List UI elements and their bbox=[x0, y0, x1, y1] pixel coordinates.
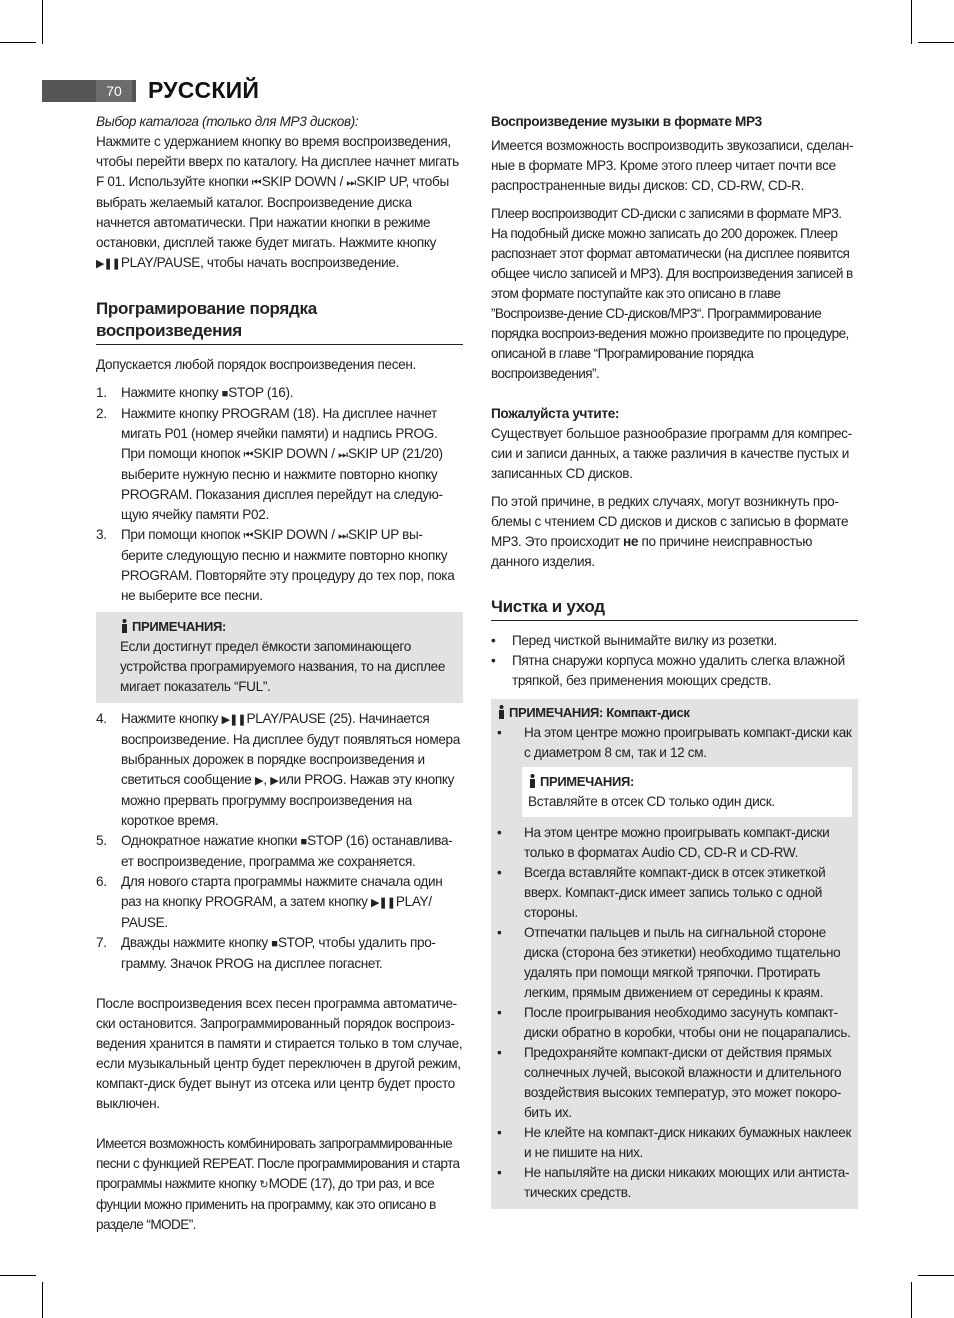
list-item: 3. При помощи кнопок ⏮SKIP DOWN / ⏭SKIP UP вы-берите следующую песню и нажмите повторно кнопку PROGRAM. Повторяйте эту процедуру до тех пор, пока не выберите все песни. bbox=[96, 527, 455, 603]
stop-icon: ■ bbox=[271, 938, 277, 950]
cd-note-box bbox=[491, 699, 858, 1209]
list-item: • Отпечатки пальцев и пыль на сигнальной стороне диска (сторона без этикетки) необходимо тщательно удалять при помощи мягкой тряпочки. Протирать легким, прямым движением от середины к краям. bbox=[497, 923, 852, 1003]
program-intro: Допускается любой порядок воспроизведения песен. bbox=[96, 357, 416, 372]
skip-back-icon: ⏮ bbox=[243, 530, 253, 542]
cd-note-list bbox=[497, 723, 852, 763]
care-heading: Чистка и уход bbox=[491, 596, 858, 621]
attention-paragraph: Существует большое разнообразие программ для компрес-сии и записи данных, а также различия в качестве пустых и записанных CD дисков. bbox=[491, 426, 852, 481]
list-item: • Всегда вставляйте компакт-диск в отсек этикеткой вверх. Компакт-диск имеет запись только с одной стороны. bbox=[497, 863, 852, 923]
info-icon bbox=[120, 619, 129, 633]
page-number: 70 bbox=[96, 80, 132, 102]
list-item: • На этом центре можно проигрывать компакт-диски как с диаметром 8 см, так и 12 см. bbox=[497, 723, 852, 763]
list-item: • Пятна снаружи корпуса можно удалить слегка влажной тряпкой, без применения моющих средств. bbox=[491, 651, 858, 691]
list-item: • Не напыляйте на диски никаких моющих или антиста-тических средств. bbox=[497, 1163, 852, 1203]
list-item: • Перед чисткой вынимайте вилку из розетки. bbox=[491, 631, 858, 651]
stop-icon: ■ bbox=[221, 388, 228, 400]
play-pause-icon: ▶❚❚ bbox=[371, 897, 395, 909]
inner-note-box bbox=[522, 767, 852, 817]
crop-mark bbox=[42, 1282, 43, 1318]
after-program-text: После воспроизведения всех песен программа автоматиче-ски остановится. Запрограммированный порядок воспроиз-ведения хранится в памяти и стирается только в том случае, если музыкальный центр будет переключен в другой режим, компакт-диск будет вынут из отсека или центр будет просто выключен. bbox=[96, 996, 463, 1111]
mp3-paragraph: Плеер воспроизводит CD-диски с записями в формате MP3. На подобный диске можно записать до 200 дорожек. Плеер распознает этот формат автоматически (на дисплее появится общее число записей и MP3). Для воспроизведения записей в этом формате поступайте как это описано в главе ”Воспроизве-дение CD-дисков/MP3“. Программирование порядка воспроиз-ведения можно произведите по процедуре, описаной в главе “Програмирование порядка воспроизведения”. bbox=[491, 206, 853, 381]
crop-mark bbox=[0, 42, 36, 43]
program-steps bbox=[96, 383, 463, 606]
page-title: РУССКИЙ bbox=[148, 77, 260, 103]
note-title: ПРИМЕЧАНИЯ: bbox=[540, 774, 634, 789]
crop-mark bbox=[918, 42, 954, 43]
catalog-title: Выбор каталога (только для MP3 дисков): bbox=[96, 114, 359, 129]
program-heading: Програмирование порядка воспроизведения bbox=[96, 298, 463, 345]
note-title: ПРИМЕЧАНИЯ: bbox=[132, 619, 226, 634]
list-item: 6. Для нового старта программы нажмите сначала один раз на кнопку PROGRAM, а затем кнопку ▶❚❚PLAY/ PAUSE. bbox=[96, 874, 443, 930]
mp3-heading: Воспроизведение музыки в формате MP3 bbox=[491, 114, 762, 129]
list-item: 7. Дважды нажмите кнопку ■STOP, чтобы удалить про-грамму. Значок PROG на дисплее погаснет. bbox=[96, 935, 436, 971]
stop-icon: ■ bbox=[300, 836, 307, 848]
play-pause-icon: ▶❚❚ bbox=[96, 258, 120, 270]
crop-mark bbox=[0, 1275, 36, 1276]
repeat-icon: ↻ bbox=[259, 1179, 268, 1191]
skip-back-icon: ⏮ bbox=[251, 177, 261, 189]
mp3-paragraph: Имеется возможность воспроизводить звукозаписи, сделан-ные в формате MP3. Кроме этого плеер читает почти все распространенные виды дисков: CD, CD-RW, CD-R. bbox=[491, 138, 854, 193]
list-item: • После проигрывания необходимо засунуть компакт-диски обратно в коробки, чтобы они не поцарапались. bbox=[497, 1003, 852, 1043]
list-item: • Предохраняйте компакт-диски от действия прямых солнечных лучей, высокой влажности и длительного воздействия высоких температур, это может покоро-бить их. bbox=[497, 1043, 852, 1123]
right-column bbox=[491, 112, 858, 1209]
catalog-paragraph: Нажмите с удержанием кнопку во время воспроизведения, чтобы перейти вверх по каталогу. На дисплее начнет мигать F 01. Используйте кнопки ⏮SKIP DOWN / ⏭SKIP UP, чтобы выбрать желаемый каталог. Воспроизведение диска начнется автоматически. При нажатии кнопки в режиме остановки, дисплей также будет мигать. Нажмите кнопку ▶❚❚PLAY/PAUSE, чтобы начать воспроизведение. bbox=[96, 132, 463, 274]
skip-forward-icon: ⏭ bbox=[338, 449, 347, 461]
program-steps-continued bbox=[96, 709, 463, 974]
list-item: • Не клейте на компакт-диск никаких бумажных наклеек и не пишите на них. bbox=[497, 1123, 852, 1163]
play-pause-icon: ▶❚❚ bbox=[221, 714, 246, 726]
skip-forward-icon: ⏭ bbox=[346, 177, 356, 189]
note-box bbox=[96, 612, 463, 703]
list-item: 1. Нажмите кнопку ■STOP (16). bbox=[96, 383, 463, 404]
skip-forward-icon: ⏭ bbox=[338, 530, 347, 542]
list-item: 5. Однократное нажатие кнопки ■STOP (16) останавлива-ет воспроизведение, программа же сохраняется. bbox=[96, 833, 453, 869]
crop-mark bbox=[911, 1282, 912, 1318]
list-item: 4. Нажмите кнопку ▶❚❚PLAY/PAUSE (25). Начинается воспроизведение. На дисплее будут появляться номера выбранных дорожек в порядке воспроизведения и светиться сообщение ▶, ▶или PROG. Нажав эту кнопку можно прервать прогрумму воспроизведения на короткое время. bbox=[96, 711, 460, 828]
crop-mark bbox=[911, 0, 912, 44]
care-list bbox=[491, 631, 858, 691]
note-text: Вставляйте в отсек CD только один диск. bbox=[528, 794, 775, 809]
cd-note-list bbox=[497, 823, 852, 1203]
skip-back-icon: ⏮ bbox=[243, 449, 253, 461]
attention-paragraph: По этой причине, в редких случаях, могут возникнуть про-блемы с чтением CD дисков и дисков с записью в формате MP3. Это происходит не по причине неисправностью данного изделия. bbox=[491, 494, 849, 569]
note-title: ПРИМЕЧАНИЯ: Компакт-диск bbox=[509, 705, 690, 720]
play-icon: ▶ bbox=[254, 775, 263, 787]
left-column bbox=[96, 112, 463, 1235]
note-text: Если достигнут предел ёмкости запоминающего устройства програмируемого названия, то на дисплее мигает показатель “FUL”. bbox=[120, 639, 446, 694]
crop-mark bbox=[42, 0, 43, 44]
info-icon bbox=[497, 705, 506, 719]
crop-mark bbox=[918, 1275, 954, 1276]
repeat-paragraph: Имеется возможность комбинировать запрограммированные песни с функцией REPEAT. После программирования и старта программы нажмите кнопку ↻MODE (17), до три раз, и все фунции можно применить на программу, как это описано в разделе “MODE”. bbox=[96, 1136, 460, 1232]
list-item: 2. Нажмите кнопку PROGRAM (18). На дисплее начнет мигать P01 (номер ячейки памяти) и надпись PROG. При помощи кнопок ⏮SKIP DOWN / ⏭SKIP UP (21/20) выберите нужную песню и нажмите повторно кнопку PROGRAM. Показания дисплея перейдут на следую-щую ячейку памяти P02. bbox=[96, 406, 443, 522]
info-icon bbox=[528, 774, 537, 788]
list-item: • На этом центре можно проигрывать компакт-диски только в форматах Audio CD, CD-R и CD-RW. bbox=[497, 823, 852, 863]
attention-heading: Пожалуйста учтите: bbox=[491, 406, 620, 421]
play-icon: ▶ bbox=[270, 775, 278, 787]
